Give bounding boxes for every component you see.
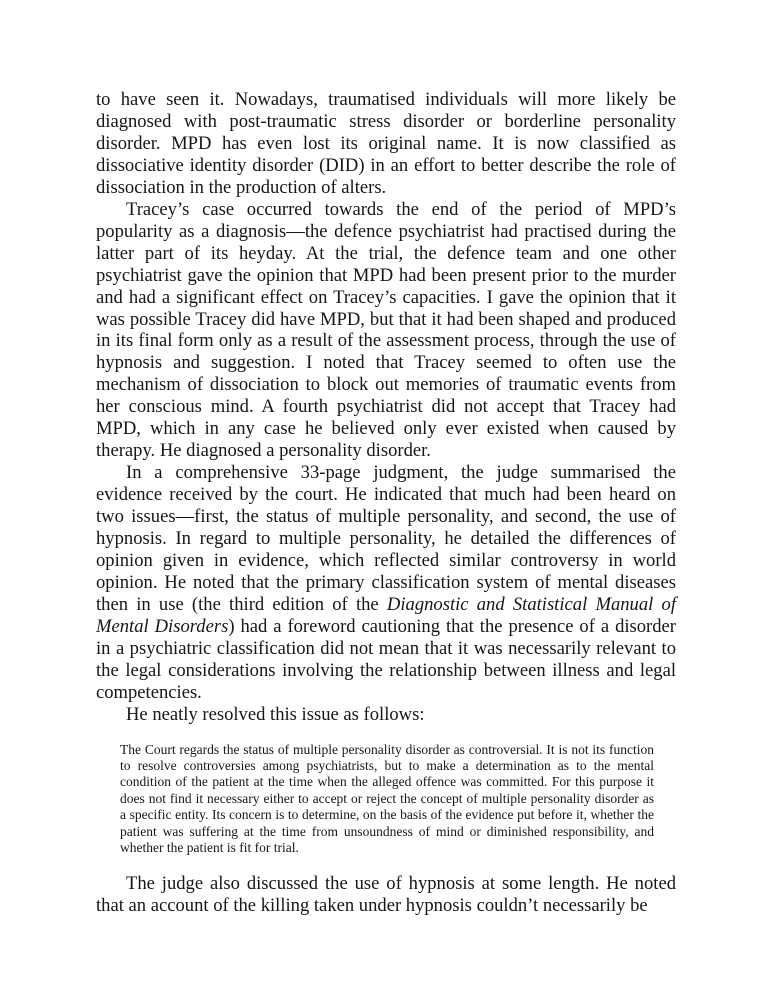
dsm-title: Diagnostic and Statistical Manual of Mental Disorders — [96, 593, 676, 637]
judgment-text-start: In a comprehensive 33-page judgment, the judge summarised the evidence received by the court. He indicated that much had been heard on two issues—first, the status of multiple personality, and second, the use of hypnosis. In regard to multiple personality, he detailed the differences of opinion given in evidence, which reflected similar controversy in world opinion. He noted that the primary classification system of mental diseases then in use (the third edition of the — [96, 462, 676, 615]
paragraph-judgment — [96, 462, 676, 703]
paragraph-hypnosis: The judge also discussed the use of hypnosis at some length. He noted that an account of the killing taken under hypnosis couldn’t necessarily be — [96, 873, 676, 917]
judgment-text-end: ) had a foreword cautioning that the presence of a disorder in a psychiatric classification did not mean that it was necessarily relevant to the legal considerations involving the relationship between illness and legal competencies. — [96, 615, 676, 703]
paragraph-tracey-case: Tracey’s case occurred towards the end of the period of MPD’s popularity as a diagnosis—the defence psychiatrist had practised during the latter part of its heyday. At the trial, the defence team and one other psychiatrist gave the opinion that MPD had been present prior to the murder and had a significant effect on Tracey’s capacities. I gave the opinion that it was possible Tracey did have MPD, but that it had been shaped and produced in its final form only as a result of the assessment process, through the use of hypnosis and suggestion. I noted that Tracey seemed to often use the mechanism of dissociation to block out memories of traumatic events from her conscious mind. A fourth psychiatrist did not accept that Tracey had MPD, which in any case he believed only ever existed when caused by therapy. He diagnosed a personality disorder. — [96, 198, 676, 462]
paragraph-lead-in: He neatly resolved this issue as follows: — [126, 703, 425, 725]
body-text — [96, 89, 676, 917]
court-quote-text: The Court regards the status of multiple personality disorder as controversial. It is not its function to resolve controversies among psychiatrists, but to make a determination as to the mental condition of the patient at the time when the alleged offence was committed. For this purpose it does not find it necessary either to accept or reject the concept of multiple personality disorder as a specific entity. Its concern is to determine, on the basis of the evidence put before it, whether the patient was suffering at the time from unsoundness of mind or diminished responsibility, and whether the patient is fit for trial. — [120, 741, 654, 856]
court-quote — [120, 742, 654, 857]
paragraph-continuation: to have seen it. Nowadays, traumatised individuals will more likely be diagnosed with post-traumatic stress disorder or borderline personality disorder. MPD has even lost its original name. It is now classified as dissociative identity disorder (DID) in an effort to better describe the role of dissociation in the production of alters. — [96, 89, 676, 198]
